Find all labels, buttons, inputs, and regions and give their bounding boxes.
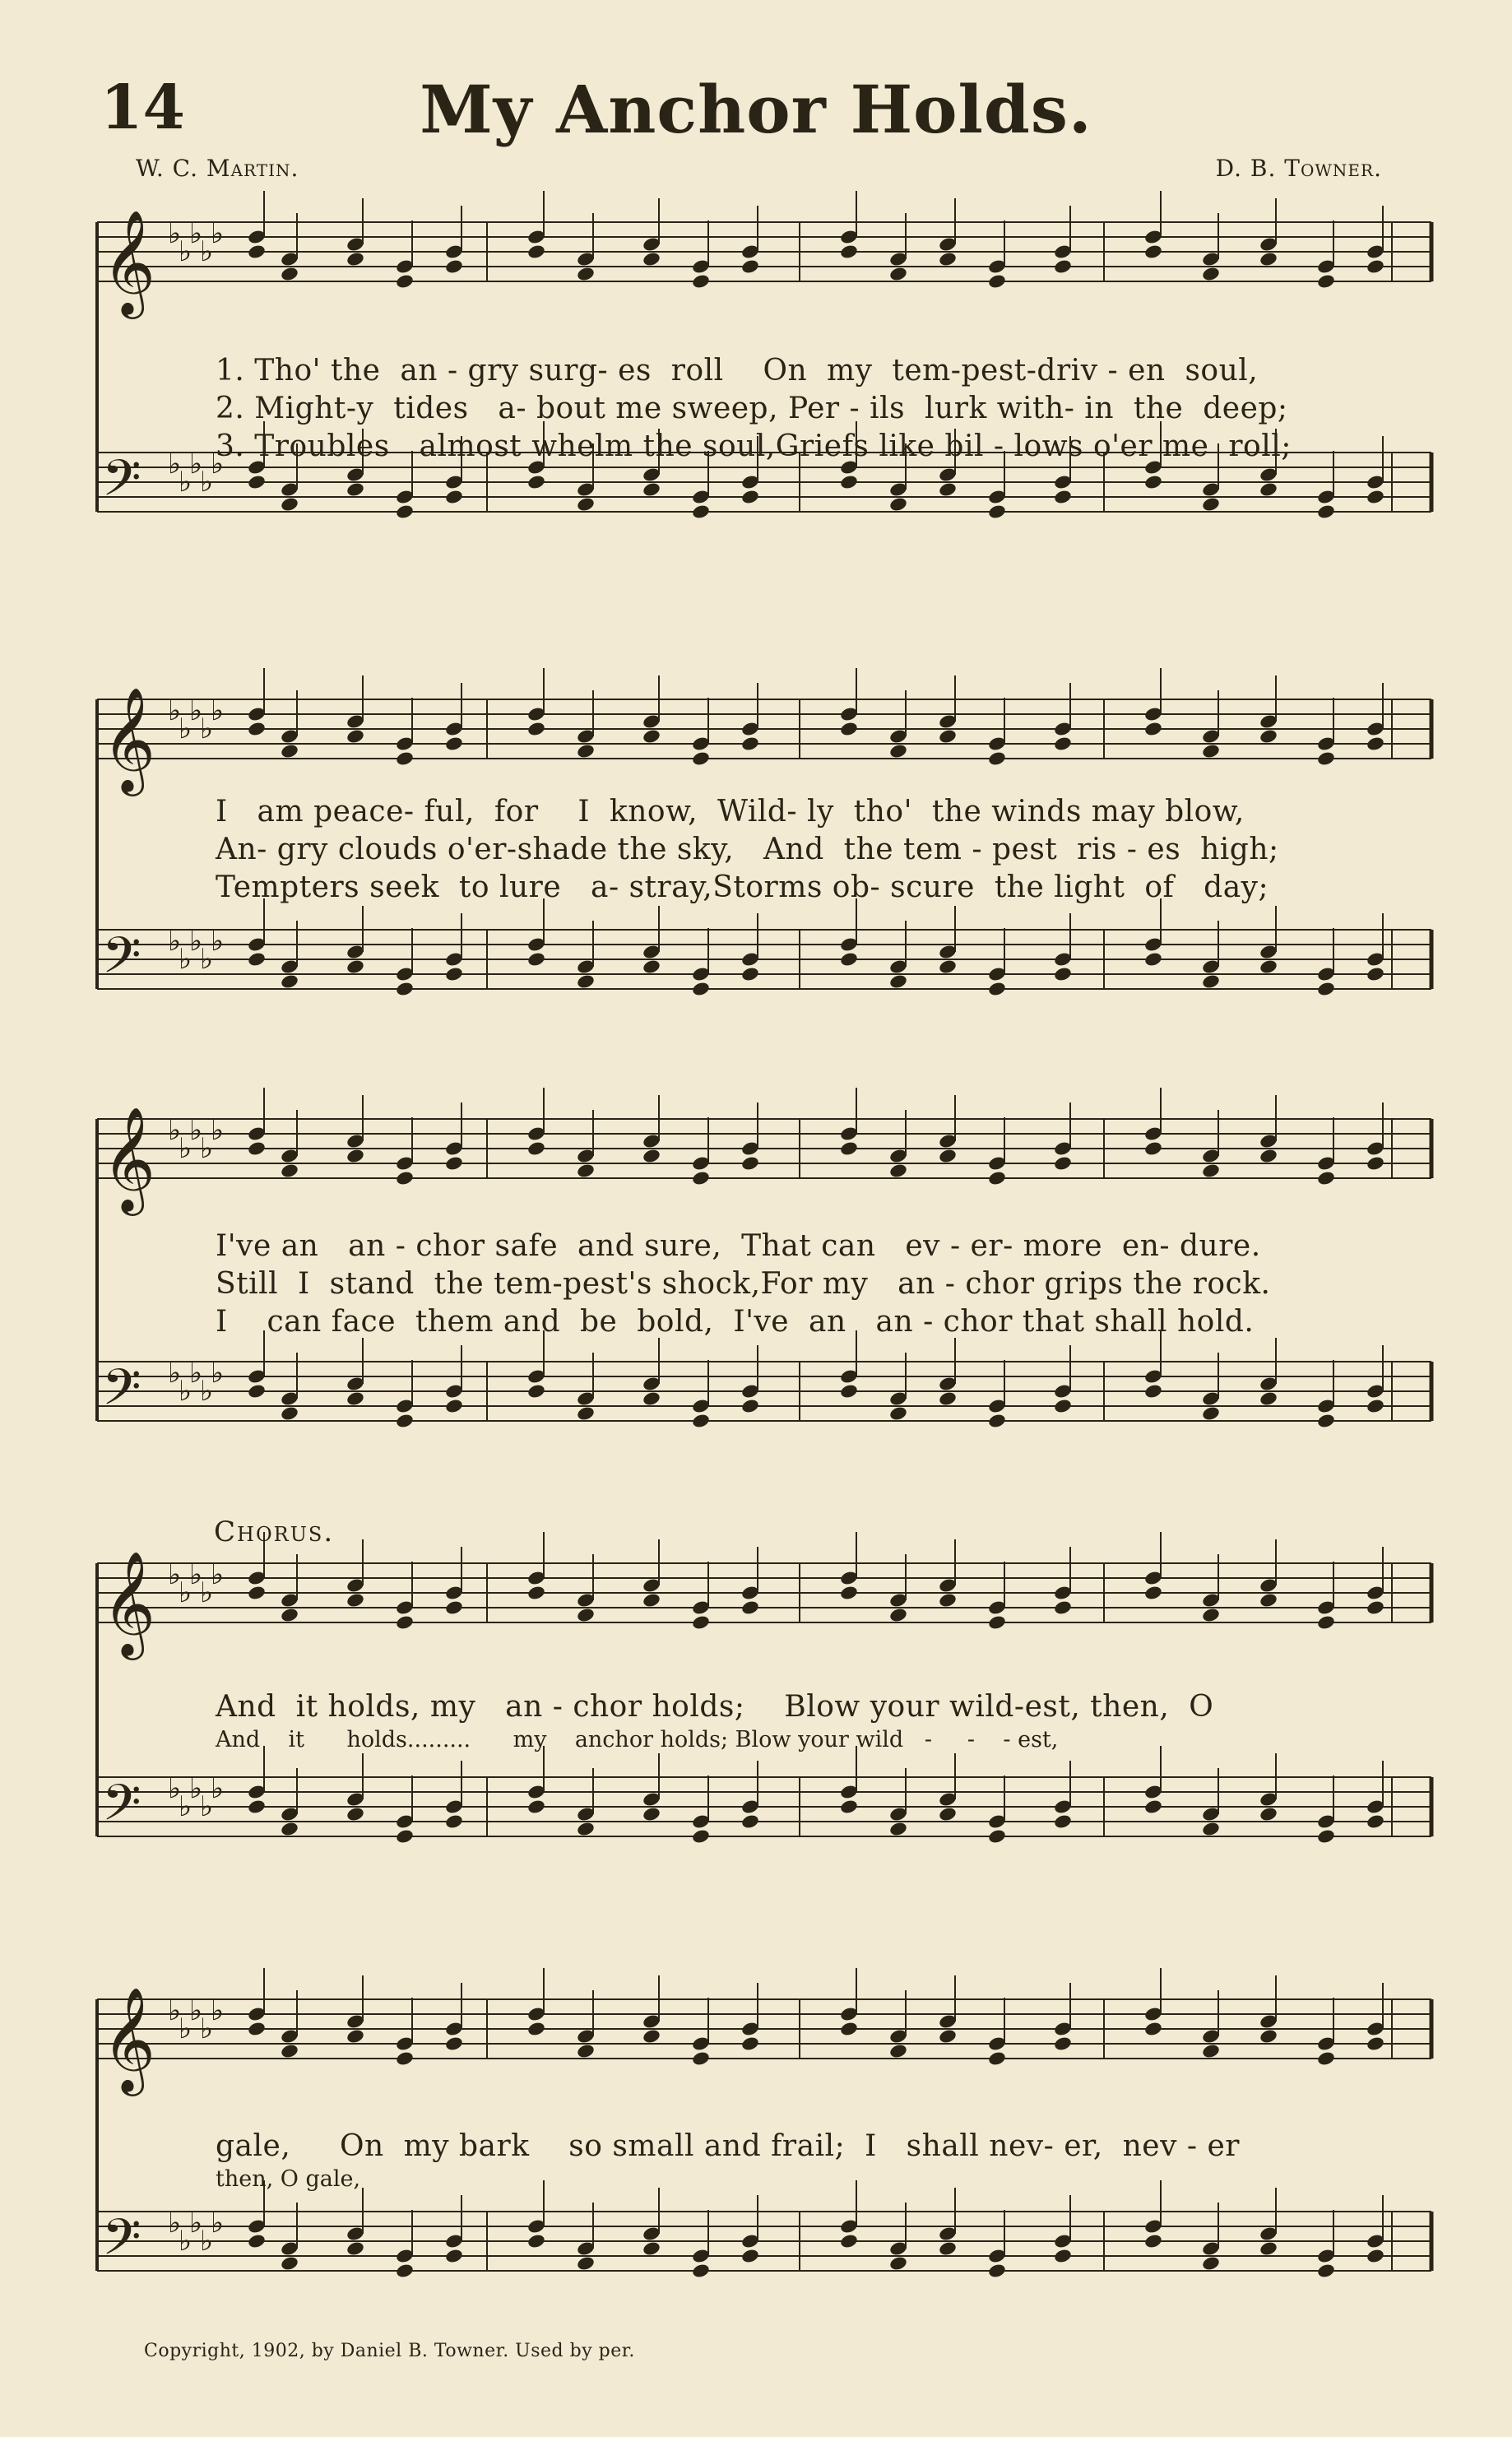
treble-clef-icon: 𝄞 bbox=[102, 1986, 156, 2091]
treble-staff bbox=[97, 668, 1431, 796]
note-head bbox=[740, 966, 760, 982]
note-head bbox=[839, 2021, 859, 2037]
note-head bbox=[642, 1148, 661, 1164]
flat-icon: ♭ bbox=[189, 2207, 203, 2240]
note-head bbox=[1316, 273, 1336, 290]
flat-icon: ♭ bbox=[179, 2012, 192, 2045]
note-head bbox=[1053, 1155, 1073, 1172]
note-head bbox=[1366, 2248, 1385, 2264]
note-head bbox=[1053, 2035, 1073, 2052]
flat-icon: ♭ bbox=[211, 694, 225, 728]
note-head bbox=[1201, 2043, 1221, 2059]
flat-icon: ♭ bbox=[179, 1789, 192, 1823]
note-head bbox=[526, 2021, 546, 2037]
note-head bbox=[839, 1799, 859, 1815]
lyric-line: Tempters seek to lure a- stray,Storms ob- scure the light of day; bbox=[216, 870, 1269, 904]
note-head bbox=[395, 1828, 415, 1845]
note-head bbox=[346, 959, 365, 975]
note-head bbox=[1053, 1398, 1073, 1414]
note-head bbox=[938, 481, 958, 498]
note-head bbox=[1053, 2248, 1073, 2264]
note-head bbox=[1259, 1148, 1278, 1164]
lyric-line: 2. Might-y tides a- bout me sweep, Per - ils lurk with- in the deep; bbox=[216, 392, 1288, 425]
flat-icon: ♭ bbox=[179, 1131, 192, 1165]
bass-clef-icon: 𝄢 bbox=[102, 449, 141, 520]
note-head bbox=[576, 496, 596, 513]
note-head bbox=[395, 1614, 415, 1631]
note-head bbox=[1316, 1170, 1336, 1186]
note-head bbox=[839, 2233, 859, 2249]
flat-icon: ♭ bbox=[168, 217, 182, 251]
note-head bbox=[1201, 1163, 1221, 1179]
note-head bbox=[280, 1607, 299, 1623]
note-head bbox=[346, 1592, 365, 1608]
note-head bbox=[1259, 481, 1278, 498]
note-head bbox=[642, 959, 661, 975]
flat-icon: ♭ bbox=[200, 234, 214, 268]
note-head bbox=[576, 2255, 596, 2272]
note-head bbox=[526, 1799, 546, 1815]
note-head bbox=[938, 959, 958, 975]
note-head bbox=[280, 1163, 299, 1179]
note-head bbox=[987, 1170, 1007, 1186]
note-head bbox=[1259, 728, 1278, 745]
note-head bbox=[444, 736, 464, 752]
note-head bbox=[247, 951, 267, 968]
note-head bbox=[642, 2240, 661, 2257]
music-system-5 bbox=[76, 1966, 1441, 2328]
note-head bbox=[526, 1585, 546, 1601]
note-head bbox=[1316, 504, 1336, 520]
note-head bbox=[987, 2263, 1007, 2279]
note-head bbox=[839, 1140, 859, 1157]
note-head bbox=[1143, 721, 1163, 737]
flat-icon: ♭ bbox=[179, 1576, 192, 1609]
note-head bbox=[1316, 1614, 1336, 1631]
note-head bbox=[1053, 258, 1073, 275]
note-head bbox=[740, 258, 760, 275]
note-head bbox=[526, 1140, 546, 1157]
note-head bbox=[839, 474, 859, 490]
note-head bbox=[888, 973, 908, 990]
note-head bbox=[642, 481, 661, 498]
verse-lyrics-1 bbox=[216, 352, 1408, 466]
note-head bbox=[987, 981, 1007, 997]
flat-icon: ♭ bbox=[211, 448, 225, 481]
note-head bbox=[280, 266, 299, 282]
note-head bbox=[1316, 750, 1336, 767]
note-head bbox=[691, 1614, 711, 1631]
note-head bbox=[642, 2028, 661, 2045]
treble-staff bbox=[97, 1968, 1431, 2096]
note-head bbox=[888, 1163, 908, 1179]
music-system-3 bbox=[76, 1057, 1441, 1485]
note-head bbox=[1366, 1155, 1385, 1172]
note-head bbox=[280, 1405, 299, 1422]
lyric-line: And it holds, my an - chor holds; Blow your wild-est, then, O bbox=[216, 1690, 1214, 1724]
note-head bbox=[888, 2255, 908, 2272]
note-head bbox=[691, 1828, 711, 1845]
note-head bbox=[247, 721, 267, 737]
bass-staff bbox=[97, 898, 1431, 997]
note-head bbox=[346, 2028, 365, 2045]
note-head bbox=[395, 2263, 415, 2279]
note-head bbox=[444, 1813, 464, 1830]
note-head bbox=[740, 1155, 760, 1172]
treble-staff bbox=[97, 1088, 1431, 1216]
flat-icon: ♭ bbox=[168, 1994, 182, 2028]
note-head bbox=[1366, 489, 1385, 505]
note-head bbox=[1259, 2028, 1278, 2045]
flat-icon: ♭ bbox=[189, 1994, 203, 2028]
note-head bbox=[576, 973, 596, 990]
note-head bbox=[888, 2043, 908, 2059]
note-head bbox=[642, 1592, 661, 1608]
note-head bbox=[1201, 973, 1221, 990]
flat-icon: ♭ bbox=[200, 942, 214, 976]
note-head bbox=[1259, 959, 1278, 975]
lyric-line: An- gry clouds o'er-shade the sky, And the tem - pest ris - es high; bbox=[216, 833, 1279, 866]
note-head bbox=[526, 2233, 546, 2249]
note-head bbox=[1201, 743, 1221, 759]
note-head bbox=[691, 2263, 711, 2279]
verse-lyrics-2 bbox=[216, 793, 1408, 907]
treble-staff bbox=[97, 1532, 1431, 1660]
bass-lyric-line: then, O gale, bbox=[216, 2166, 361, 2192]
note-head bbox=[1366, 1599, 1385, 1616]
note-head bbox=[526, 721, 546, 737]
note-head bbox=[1201, 496, 1221, 513]
note-head bbox=[346, 728, 365, 745]
note-head bbox=[1053, 1599, 1073, 1616]
flat-icon: ♭ bbox=[211, 1114, 225, 1148]
note-head bbox=[526, 244, 546, 260]
note-head bbox=[938, 1148, 958, 1164]
flat-icon: ♭ bbox=[168, 1558, 182, 1592]
flat-icon: ♭ bbox=[179, 712, 192, 745]
note-head bbox=[1143, 474, 1163, 490]
note-head bbox=[1201, 1405, 1221, 1422]
note-head bbox=[839, 721, 859, 737]
lyric-line: gale, On my bark so small and frail; I shall nev- er, nev - er bbox=[216, 2129, 1240, 2163]
flat-icon: ♭ bbox=[179, 1374, 192, 1408]
note-head bbox=[691, 273, 711, 290]
treble-clef-icon: 𝄞 bbox=[102, 209, 156, 314]
note-head bbox=[938, 728, 958, 745]
bass-staff bbox=[97, 1746, 1431, 1845]
note-head bbox=[839, 1585, 859, 1601]
note-head bbox=[247, 1799, 267, 1815]
lyric-line: 3. Troubles almost whelm the soul,Griefs like bil - lows o'er me roll; bbox=[216, 429, 1292, 463]
note-head bbox=[740, 736, 760, 752]
bass-clef-icon: 𝄢 bbox=[102, 926, 141, 997]
lyric-line: I can face them and be bold, I've an an - chor that shall hold. bbox=[216, 1305, 1255, 1339]
lyricist: W. C. Martin. bbox=[136, 155, 299, 182]
note-head bbox=[888, 1405, 908, 1422]
note-head bbox=[938, 1806, 958, 1822]
flat-icon: ♭ bbox=[168, 2207, 182, 2240]
note-head bbox=[888, 266, 908, 282]
flat-icon: ♭ bbox=[189, 217, 203, 251]
note-head bbox=[247, 244, 267, 260]
bass-staff bbox=[97, 1330, 1431, 1429]
chorus-lyrics bbox=[216, 1688, 1408, 1754]
note-head bbox=[1259, 251, 1278, 267]
note-head bbox=[642, 251, 661, 267]
flat-icon: ♭ bbox=[168, 694, 182, 728]
note-head bbox=[987, 2050, 1007, 2067]
note-head bbox=[1201, 1607, 1221, 1623]
note-head bbox=[1201, 266, 1221, 282]
flat-icon: ♭ bbox=[200, 2012, 214, 2045]
note-head bbox=[740, 489, 760, 505]
note-head bbox=[346, 1806, 365, 1822]
note-head bbox=[346, 1148, 365, 1164]
music-system-2 bbox=[76, 625, 1441, 1053]
note-head bbox=[444, 1155, 464, 1172]
flat-icon: ♭ bbox=[200, 465, 214, 499]
flat-icon: ♭ bbox=[189, 1772, 203, 1806]
note-head bbox=[280, 743, 299, 759]
note-head bbox=[247, 2233, 267, 2249]
note-head bbox=[691, 504, 711, 520]
note-head bbox=[1366, 258, 1385, 275]
note-head bbox=[247, 2021, 267, 2037]
flat-icon: ♭ bbox=[189, 925, 203, 959]
note-head bbox=[987, 504, 1007, 520]
note-head bbox=[1053, 966, 1073, 982]
note-head bbox=[1366, 1398, 1385, 1414]
treble-clef-icon: 𝄞 bbox=[102, 1106, 156, 1211]
note-head bbox=[576, 1163, 596, 1179]
note-head bbox=[1316, 1413, 1336, 1429]
note-head bbox=[395, 273, 415, 290]
note-head bbox=[395, 2050, 415, 2067]
note-head bbox=[526, 474, 546, 490]
note-head bbox=[740, 1599, 760, 1616]
flat-icon: ♭ bbox=[168, 448, 182, 481]
note-head bbox=[444, 258, 464, 275]
copyright-notice: Copyright, 1902, by Daniel B. Towner. Used by per. bbox=[144, 2341, 635, 2361]
flat-icon: ♭ bbox=[189, 1114, 203, 1148]
note-head bbox=[247, 1585, 267, 1601]
note-head bbox=[576, 1607, 596, 1623]
note-head bbox=[346, 2240, 365, 2257]
note-head bbox=[247, 1383, 267, 1400]
note-head bbox=[346, 251, 365, 267]
note-head bbox=[1366, 2035, 1385, 2052]
note-head bbox=[576, 743, 596, 759]
note-head bbox=[740, 2248, 760, 2264]
note-head bbox=[576, 1405, 596, 1422]
lyric-line: Still I stand the tem-pest's shock,For my an - chor grips the rock. bbox=[216, 1267, 1271, 1301]
note-head bbox=[1366, 1813, 1385, 1830]
note-head bbox=[938, 251, 958, 267]
note-head bbox=[1366, 966, 1385, 982]
note-head bbox=[247, 474, 267, 490]
note-head bbox=[444, 2035, 464, 2052]
note-head bbox=[526, 1383, 546, 1400]
note-head bbox=[576, 2043, 596, 2059]
hymn-title: My Anchor Holds. bbox=[420, 71, 1092, 148]
flat-icon: ♭ bbox=[200, 1576, 214, 1609]
note-head bbox=[280, 2255, 299, 2272]
note-head bbox=[740, 1398, 760, 1414]
flat-icon: ♭ bbox=[211, 925, 225, 959]
flat-icon: ♭ bbox=[200, 2224, 214, 2258]
note-head bbox=[280, 1821, 299, 1837]
treble-staff bbox=[97, 191, 1431, 319]
note-head bbox=[346, 1390, 365, 1407]
flat-icon: ♭ bbox=[189, 448, 203, 481]
note-head bbox=[938, 2240, 958, 2257]
note-head bbox=[691, 750, 711, 767]
flat-icon: ♭ bbox=[168, 1772, 182, 1806]
note-head bbox=[642, 1390, 661, 1407]
note-head bbox=[1316, 981, 1336, 997]
note-head bbox=[987, 750, 1007, 767]
note-head bbox=[642, 1806, 661, 1822]
note-head bbox=[526, 951, 546, 968]
flat-icon: ♭ bbox=[211, 1772, 225, 1806]
treble-clef-icon: 𝄞 bbox=[102, 1550, 156, 1655]
note-head bbox=[1201, 2255, 1221, 2272]
music-system-1 bbox=[76, 189, 1441, 617]
note-head bbox=[1201, 1821, 1221, 1837]
flat-icon: ♭ bbox=[200, 1131, 214, 1165]
lyric-line: I've an an - chor safe and sure, That can ev - er- more en- dure. bbox=[216, 1229, 1261, 1263]
note-head bbox=[938, 1390, 958, 1407]
flat-icon: ♭ bbox=[179, 465, 192, 499]
bass-staff bbox=[97, 2180, 1431, 2279]
flat-icon: ♭ bbox=[168, 1114, 182, 1148]
note-head bbox=[987, 1614, 1007, 1631]
flat-icon: ♭ bbox=[211, 2207, 225, 2240]
note-head bbox=[395, 750, 415, 767]
note-head bbox=[395, 981, 415, 997]
chorus-label: Chorus. bbox=[214, 1516, 335, 1548]
note-head bbox=[395, 504, 415, 520]
note-head bbox=[938, 1592, 958, 1608]
bass-clef-icon: 𝄢 bbox=[102, 2208, 141, 2279]
note-head bbox=[395, 1170, 415, 1186]
note-head bbox=[1316, 2050, 1336, 2067]
note-head bbox=[1259, 1806, 1278, 1822]
page-number: 14 bbox=[100, 72, 185, 143]
flat-icon: ♭ bbox=[211, 1558, 225, 1592]
note-head bbox=[1143, 244, 1163, 260]
note-head bbox=[888, 743, 908, 759]
flat-icon: ♭ bbox=[211, 1357, 225, 1390]
note-head bbox=[987, 1413, 1007, 1429]
note-head bbox=[938, 2028, 958, 2045]
note-head bbox=[1316, 2263, 1336, 2279]
note-head bbox=[1259, 1592, 1278, 1608]
bass-lyric-line: And it holds......... my anchor holds; Blow your wild - - - est, bbox=[216, 1727, 1059, 1752]
note-head bbox=[888, 496, 908, 513]
note-head bbox=[1259, 2240, 1278, 2257]
note-head bbox=[1316, 1828, 1336, 1845]
note-head bbox=[691, 1413, 711, 1429]
note-head bbox=[1053, 489, 1073, 505]
note-head bbox=[740, 1813, 760, 1830]
note-head bbox=[740, 2035, 760, 2052]
lyric-line: I am peace- ful, for I know, Wild- ly tho' the winds may blow, bbox=[216, 795, 1245, 829]
note-head bbox=[691, 1170, 711, 1186]
note-head bbox=[888, 1607, 908, 1623]
note-head bbox=[1143, 951, 1163, 968]
note-head bbox=[642, 728, 661, 745]
note-head bbox=[839, 951, 859, 968]
flat-icon: ♭ bbox=[200, 1374, 214, 1408]
flat-icon: ♭ bbox=[168, 925, 182, 959]
note-head bbox=[1366, 736, 1385, 752]
flat-icon: ♭ bbox=[211, 1994, 225, 2028]
note-head bbox=[1143, 1140, 1163, 1157]
note-head bbox=[444, 1398, 464, 1414]
chorus-lyrics-2 bbox=[216, 2128, 1408, 2193]
note-head bbox=[576, 1821, 596, 1837]
note-head bbox=[444, 966, 464, 982]
note-head bbox=[280, 2043, 299, 2059]
note-head bbox=[691, 2050, 711, 2067]
note-head bbox=[888, 1821, 908, 1837]
verse-lyrics-3 bbox=[216, 1228, 1408, 1341]
note-head bbox=[280, 496, 299, 513]
note-head bbox=[247, 1140, 267, 1157]
note-head bbox=[691, 981, 711, 997]
flat-icon: ♭ bbox=[168, 1357, 182, 1390]
note-head bbox=[1053, 736, 1073, 752]
bass-clef-icon: 𝄢 bbox=[102, 1774, 141, 1845]
composer: D. B. Towner. bbox=[1215, 155, 1382, 182]
note-head bbox=[839, 1383, 859, 1400]
note-head bbox=[280, 973, 299, 990]
note-head bbox=[987, 1828, 1007, 1845]
note-head bbox=[1143, 2233, 1163, 2249]
note-head bbox=[444, 489, 464, 505]
flat-icon: ♭ bbox=[200, 1789, 214, 1823]
note-head bbox=[346, 481, 365, 498]
flat-icon: ♭ bbox=[179, 234, 192, 268]
lyric-line: 1. Tho' the an - gry surg- es roll On my tem-pest-driv - en soul, bbox=[216, 354, 1259, 388]
flat-icon: ♭ bbox=[200, 712, 214, 745]
treble-clef-icon: 𝄞 bbox=[102, 686, 156, 791]
flat-icon: ♭ bbox=[189, 694, 203, 728]
note-head bbox=[1143, 1383, 1163, 1400]
note-head bbox=[987, 273, 1007, 290]
note-head bbox=[1143, 1585, 1163, 1601]
note-head bbox=[444, 2248, 464, 2264]
note-head bbox=[444, 1599, 464, 1616]
note-head bbox=[395, 1413, 415, 1429]
music-system-4 bbox=[76, 1530, 1441, 1942]
bass-clef-icon: 𝄢 bbox=[102, 1358, 141, 1429]
flat-icon: ♭ bbox=[179, 2224, 192, 2258]
note-head bbox=[839, 244, 859, 260]
flat-icon: ♭ bbox=[189, 1357, 203, 1390]
flat-icon: ♭ bbox=[211, 217, 225, 251]
note-head bbox=[1053, 1813, 1073, 1830]
note-head bbox=[576, 266, 596, 282]
flat-icon: ♭ bbox=[189, 1558, 203, 1592]
note-head bbox=[1143, 1799, 1163, 1815]
note-head bbox=[1259, 1390, 1278, 1407]
note-head bbox=[1143, 2021, 1163, 2037]
flat-icon: ♭ bbox=[179, 942, 192, 976]
